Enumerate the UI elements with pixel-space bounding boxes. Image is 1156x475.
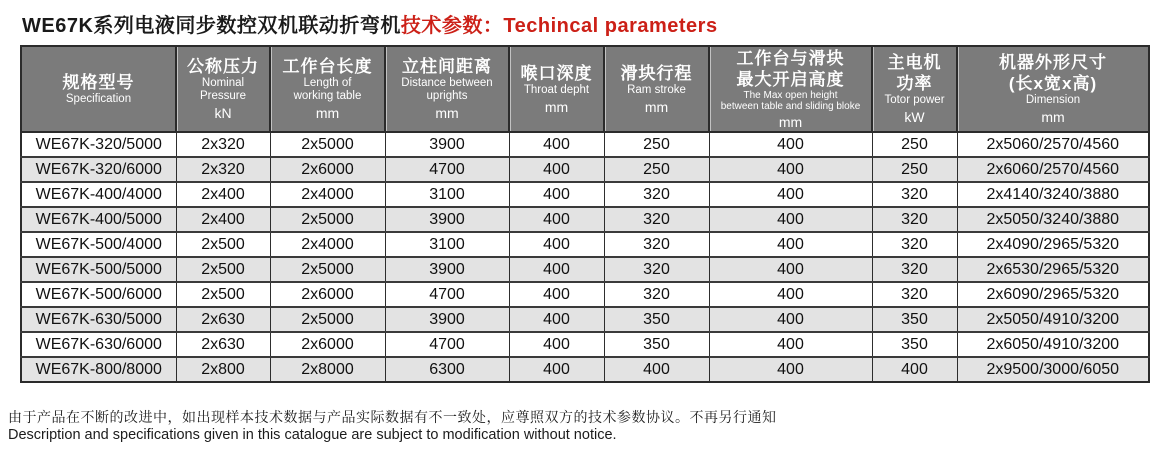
column-header — [176, 46, 270, 132]
value-cell: 2x6000 — [270, 332, 385, 357]
column-header-unit: mm — [1041, 109, 1065, 125]
value-cell: 350 — [604, 332, 709, 357]
value-cell: 2x400 — [176, 207, 270, 232]
table-row — [21, 157, 1149, 182]
column-header — [709, 46, 872, 132]
value-cell: 320 — [604, 207, 709, 232]
value-cell: 400 — [872, 357, 957, 382]
column-header — [21, 46, 176, 132]
spec-cell: WE67K-400/4000 — [21, 182, 176, 207]
table-body — [21, 132, 1149, 382]
column-header-en: Pressure — [199, 90, 247, 102]
table-row — [21, 357, 1149, 382]
column-header-en: Length of — [303, 77, 352, 89]
value-cell: 2x9500/3000/6050 — [957, 357, 1149, 382]
value-cell: 2x5060/2570/4560 — [957, 132, 1149, 157]
value-cell: 400 — [709, 357, 872, 382]
value-cell: 2x500 — [176, 232, 270, 257]
value-cell: 400 — [709, 207, 872, 232]
column-header — [509, 46, 604, 132]
table-row — [21, 132, 1149, 157]
value-cell: 3900 — [385, 307, 509, 332]
value-cell: 2x320 — [176, 157, 270, 182]
spec-cell: WE67K-630/6000 — [21, 332, 176, 357]
spec-cell: WE67K-630/5000 — [21, 307, 176, 332]
value-cell: 350 — [872, 307, 957, 332]
value-cell: 2x5000 — [270, 132, 385, 157]
value-cell: 3900 — [385, 207, 509, 232]
value-cell: 320 — [604, 282, 709, 307]
table-row — [21, 332, 1149, 357]
value-cell: 2x5050/4910/3200 — [957, 307, 1149, 332]
value-cell: 400 — [604, 357, 709, 382]
value-cell: 350 — [604, 307, 709, 332]
disclaimer-zh: 由于产品在不断的改进中，如出现样本技术数据与产品实际数据有不一致处，应尊照双方的技术参数协议。不再另行通知 — [8, 409, 777, 425]
value-cell: 2x4000 — [270, 232, 385, 257]
technical-parameters-table — [20, 45, 1150, 383]
spec-cell: WE67K-500/4000 — [21, 232, 176, 257]
value-cell: 400 — [709, 157, 872, 182]
column-header — [604, 46, 709, 132]
value-cell: 320 — [872, 257, 957, 282]
value-cell: 2x320 — [176, 132, 270, 157]
column-header-zh: (长x宽x高) — [1008, 74, 1098, 93]
value-cell: 400 — [509, 207, 604, 232]
column-header-zh: 工作台长度 — [282, 57, 373, 76]
value-cell: 2x5000 — [270, 257, 385, 282]
table-header-row — [21, 46, 1149, 132]
value-cell: 400 — [709, 282, 872, 307]
spec-cell: WE67K-320/5000 — [21, 132, 176, 157]
spec-cell: WE67K-500/6000 — [21, 282, 176, 307]
spec-cell: WE67K-400/5000 — [21, 207, 176, 232]
value-cell: 4700 — [385, 332, 509, 357]
value-cell: 2x4140/3240/3880 — [957, 182, 1149, 207]
column-header-en: Throat depht — [523, 83, 590, 96]
column-header-unit: mm — [778, 113, 803, 130]
column-header-en: uprights — [426, 90, 468, 102]
column-header-en: Totor power — [884, 94, 945, 106]
column-header — [957, 46, 1149, 132]
value-cell: 6300 — [385, 357, 509, 382]
table-row — [21, 182, 1149, 207]
column-header-zh: 机器外形尺寸 — [999, 53, 1107, 72]
value-cell: 350 — [872, 332, 957, 357]
value-cell: 250 — [872, 132, 957, 157]
column-header-zh: 滑块行程 — [620, 63, 693, 83]
disclaimer — [8, 408, 777, 444]
value-cell: 400 — [709, 182, 872, 207]
value-cell: 400 — [709, 232, 872, 257]
column-header — [872, 46, 957, 132]
value-cell: 3100 — [385, 182, 509, 207]
table-row — [21, 232, 1149, 257]
value-cell: 2x8000 — [270, 357, 385, 382]
page-title — [22, 9, 718, 38]
column-header-zh: 立柱间距离 — [402, 57, 492, 76]
column-header-en: working table — [293, 90, 362, 102]
column-header-en: Nominal — [201, 77, 245, 89]
value-cell: 320 — [872, 282, 957, 307]
value-cell: 2x4090/2965/5320 — [957, 232, 1149, 257]
column-header-unit: kN — [214, 105, 232, 121]
value-cell: 320 — [604, 257, 709, 282]
value-cell: 400 — [509, 357, 604, 382]
spec-cell: WE67K-500/5000 — [21, 257, 176, 282]
column-header-zh: 喉口深度 — [520, 63, 593, 83]
value-cell: 320 — [872, 182, 957, 207]
value-cell: 400 — [709, 257, 872, 282]
value-cell: 2x500 — [176, 282, 270, 307]
value-cell: 320 — [872, 232, 957, 257]
column-header-unit: mm — [544, 98, 569, 115]
table-row — [21, 307, 1149, 332]
disclaimer-en: Description and specifications given in this catalogue are subject to modification without notice. — [8, 427, 617, 443]
value-cell: 400 — [509, 232, 604, 257]
value-cell: 2x500 — [176, 257, 270, 282]
value-cell: 2x5000 — [270, 307, 385, 332]
column-header-unit: mm — [315, 105, 340, 121]
column-header-zh: 主电机 — [887, 53, 942, 72]
value-cell: 250 — [872, 157, 957, 182]
column-header-zh: 功率 — [896, 74, 933, 93]
table-row — [21, 207, 1149, 232]
column-header-unit: mm — [435, 105, 459, 121]
value-cell: 2x6050/4910/3200 — [957, 332, 1149, 357]
value-cell: 400 — [509, 282, 604, 307]
column-header-en: between table and sliding bloke — [720, 100, 861, 112]
value-cell: 400 — [509, 182, 604, 207]
value-cell: 400 — [509, 157, 604, 182]
spec-cell: WE67K-320/6000 — [21, 157, 176, 182]
column-header — [385, 46, 509, 132]
value-cell: 400 — [509, 307, 604, 332]
value-cell: 400 — [709, 332, 872, 357]
value-cell: 2x6090/2965/5320 — [957, 282, 1149, 307]
column-header-en: Distance between — [401, 77, 493, 89]
value-cell: 400 — [509, 132, 604, 157]
table-row — [21, 282, 1149, 307]
value-cell: 3900 — [385, 132, 509, 157]
value-cell: 2x6000 — [270, 157, 385, 182]
column-header-en: The Max open height — [743, 89, 838, 101]
value-cell: 3100 — [385, 232, 509, 257]
value-cell: 400 — [709, 307, 872, 332]
table-header — [21, 46, 1149, 132]
value-cell: 250 — [604, 157, 709, 182]
value-cell: 3900 — [385, 257, 509, 282]
value-cell: 320 — [604, 232, 709, 257]
column-header-en: Ram stroke — [627, 83, 686, 96]
value-cell: 2x630 — [176, 332, 270, 357]
value-cell: 2x400 — [176, 182, 270, 207]
column-header-zh: 规格型号 — [62, 73, 135, 92]
value-cell: 400 — [509, 257, 604, 282]
value-cell: 2x4000 — [270, 182, 385, 207]
column-header-zh: 最大开启高度 — [736, 69, 845, 89]
column-header-en: Dimension — [1025, 94, 1081, 106]
value-cell: 2x5050/3240/3880 — [957, 207, 1149, 232]
value-cell: 400 — [709, 132, 872, 157]
value-cell: 400 — [509, 332, 604, 357]
value-cell: 2x5000 — [270, 207, 385, 232]
column-header-zh: 工作台与滑块 — [736, 48, 845, 68]
value-cell: 2x800 — [176, 357, 270, 382]
value-cell: 250 — [604, 132, 709, 157]
column-header-zh: 公称压力 — [187, 57, 259, 76]
column-header-unit: mm — [644, 98, 669, 115]
value-cell: 320 — [872, 207, 957, 232]
spec-cell: WE67K-800/8000 — [21, 357, 176, 382]
value-cell: 4700 — [385, 282, 509, 307]
column-header-unit: kW — [904, 109, 925, 125]
value-cell: 2x6000 — [270, 282, 385, 307]
page-title-main: WE67K系列电液同步数控双机联动折弯机 — [22, 15, 401, 37]
column-header — [270, 46, 385, 132]
value-cell: 320 — [604, 182, 709, 207]
column-header-en: Specification — [65, 93, 132, 105]
value-cell: 2x6530/2965/5320 — [957, 257, 1149, 282]
value-cell: 4700 — [385, 157, 509, 182]
table-row — [21, 257, 1149, 282]
page-title-highlight: 技术参数：Techincal parameters — [400, 15, 718, 37]
value-cell: 2x6060/2570/4560 — [957, 157, 1149, 182]
value-cell: 2x630 — [176, 307, 270, 332]
